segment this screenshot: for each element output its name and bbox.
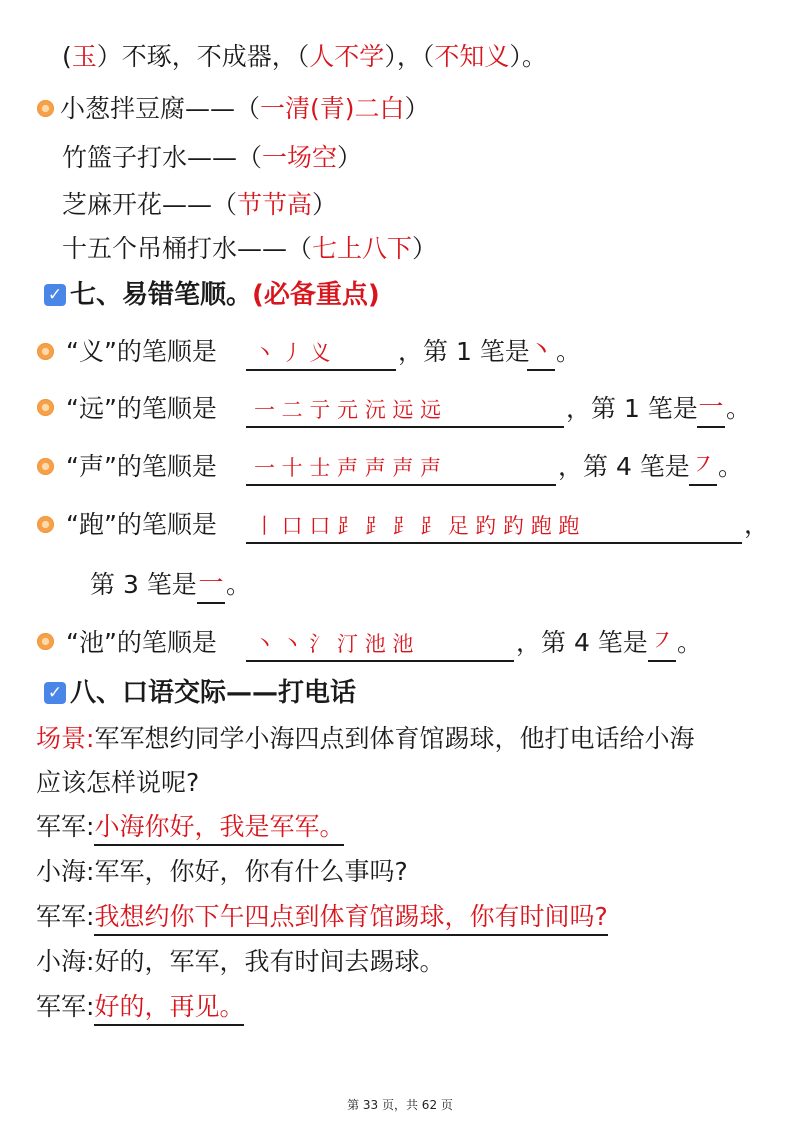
stroke-mid-text: ， [744,510,770,539]
stroke-answer: 丶 [527,335,555,371]
period-text: 。 [677,628,703,657]
stroke-sequence: 丨 口 口 ⻊ ⻊ ⻊ ⻊ 足 趵 趵 跑 跑 [254,514,580,538]
xiehouyu-line [62,232,437,266]
xiehouyu-question: 十五个吊桶打水——（ [62,234,313,263]
stroke-answer: ㇇ [689,450,717,486]
stroke-prefix: “声”的笔顺是 [66,452,217,481]
stroke-item [66,335,217,369]
dialog-answer: 我想约你下午四点到体育馆踢球，你有时间吗? [94,902,607,936]
checkbox-icon: ✓ [44,284,66,306]
stroke-mid [516,626,648,660]
stroke-answer: 一 [697,392,725,428]
section-8-heading [70,676,356,710]
dialog-answer: 小海你好，我是军军。 [94,812,344,846]
xiehouyu-answer: 一场空 [262,143,338,172]
period [226,568,251,602]
scene-text: 军军想约同学小海四点到体育馆踢球，他打电话给小海 [94,724,695,753]
orange-bullet-icon [37,399,54,416]
stroke-item [66,508,217,542]
speaker: 军军: [36,902,95,931]
orange-bullet-icon [37,458,54,475]
stroke-mid [744,508,769,542]
xiehouyu-question: 小葱拌豆腐——（ [60,94,261,123]
section-title: 八、口语交际——打电话 [70,678,357,708]
stroke-mid [566,392,698,426]
section-7-heading [70,278,380,312]
speaker: 军军: [36,812,95,841]
dialog-line [36,900,608,934]
paren: ） [337,143,363,172]
xiehouyu-answer: 节节高 [237,190,313,219]
xiehouyu-line [62,141,362,175]
stroke-blank [246,508,742,544]
section-title: 七、易错笔顺。 [70,280,253,310]
stroke-answer: ㇇ [648,626,676,662]
dialog-text: 军军，你好，你有什么事吗? [94,857,408,886]
idiom-line [62,40,547,74]
paren: ） [312,190,338,219]
paren: ） [404,94,430,123]
stroke-item [66,450,217,484]
paren: ( [62,42,72,71]
dialog-line [36,810,344,844]
stroke-item [66,392,217,426]
stroke-item [66,626,217,660]
checkbox-icon: ✓ [44,682,66,704]
stroke-mid-text: 第 3 笔是 [90,570,197,599]
idiom-answer-2: 人不学 [309,42,385,71]
stroke-sequence: 一 二 亍 元 沅 远 远 [254,398,442,422]
scene-line-2 [36,766,199,800]
stroke-mid-text: ，第 4 笔是 [558,452,690,481]
orange-bullet-icon [37,633,54,650]
xiehouyu-answer: 七上八下 [312,234,413,263]
scene-label: 场景: [36,724,95,753]
scene-text: 应该怎样说呢? [36,768,200,797]
stroke-sequence: 一 十 士 声 声 声 声 [254,456,442,480]
period-text: 。 [726,394,752,423]
section-note: (必备重点) [252,280,380,310]
stroke-sequence: 丶 丶 氵 汀 池 池 [254,632,414,656]
speaker: 小海: [36,947,95,976]
period-text: 。 [718,452,744,481]
xiehouyu-question: 竹篮子打水——（ [62,143,263,172]
speaker: 军军: [36,992,95,1021]
dialog-text: 好的，军军，我有时间去踢球。 [94,947,445,976]
paren: ） [412,234,438,263]
idiom-answer-3: 不知义 [434,42,510,71]
orange-bullet-icon [37,343,54,360]
page-footer: 第 33 页，共 62 页 [347,1098,453,1112]
period-text: 。 [556,337,582,366]
period [677,626,702,660]
stroke-mid [398,335,530,369]
idiom-text: ），（ [384,42,435,71]
period [556,335,581,369]
orange-bullet-icon [37,100,54,117]
period [718,450,743,484]
stroke-prefix: “跑”的笔顺是 [66,510,217,539]
speaker: 小海: [36,857,95,886]
scene-line [36,722,694,756]
period [726,392,751,426]
stroke-item-continuation [90,568,197,602]
stroke-blank [246,392,564,428]
stroke-blank [246,626,514,662]
orange-bullet-icon [37,516,54,533]
stroke-prefix: “义”的笔顺是 [66,337,217,366]
stroke-mid-text: ，第 1 笔是 [398,337,530,366]
idiom-text: ）不琢，不成器，（ [96,42,310,71]
stroke-answer: 一 [197,568,225,604]
stroke-prefix: “远”的笔顺是 [66,394,217,423]
dialog-line [36,990,244,1024]
stroke-mid-text: ，第 1 笔是 [566,394,698,423]
period-text: 。 [226,570,252,599]
stroke-blank [246,450,556,486]
idiom-text: ）。 [509,42,547,71]
idiom-answer-1: 玉 [71,42,97,71]
xiehouyu-line [60,92,430,126]
dialog-answer: 好的，再见。 [94,992,244,1026]
dialog-line [36,945,444,979]
xiehouyu-answer: 一清(青)二白 [260,94,405,123]
stroke-sequence: 丶 丿 义 [254,341,331,365]
stroke-mid-text: ，第 4 笔是 [516,628,648,657]
xiehouyu-line [62,188,337,222]
dialog-line [36,855,408,889]
stroke-blank [246,335,396,371]
stroke-mid [558,450,690,484]
xiehouyu-question: 芝麻开花——（ [62,190,238,219]
stroke-prefix: “池”的笔顺是 [66,628,217,657]
